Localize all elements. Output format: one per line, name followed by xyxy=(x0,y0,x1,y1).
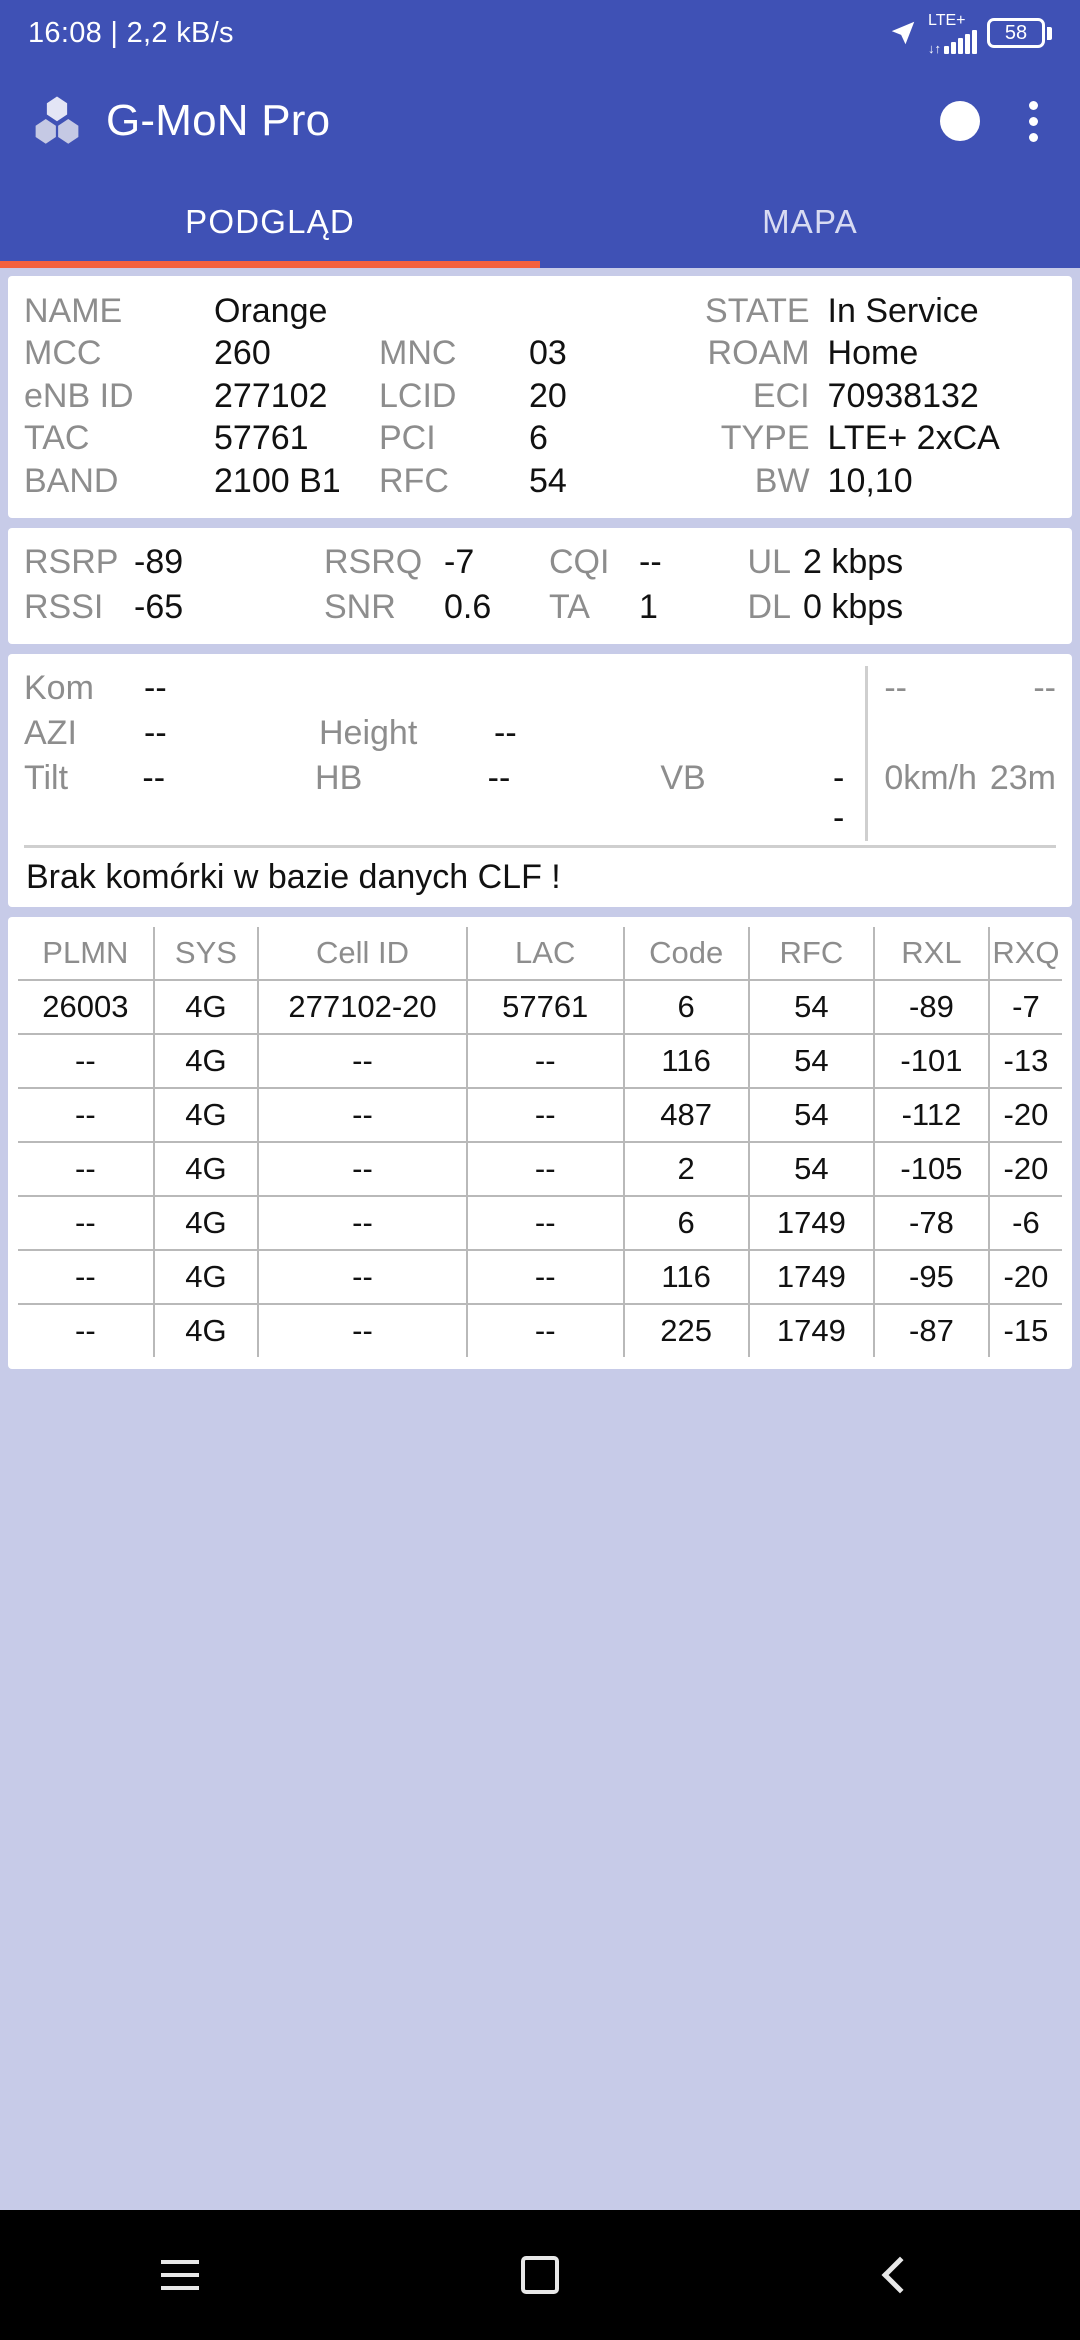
location-arrow-icon xyxy=(888,18,918,48)
table-row[interactable] xyxy=(18,1304,1062,1357)
cell-info-right-column xyxy=(623,290,1056,502)
value-pci: 6 xyxy=(529,419,548,458)
table-row[interactable] xyxy=(18,1034,1062,1088)
value-kom: -- xyxy=(144,669,167,708)
cell-rxl: -112 xyxy=(874,1088,989,1142)
cell-lac: -- xyxy=(467,1250,624,1304)
cell-rxl: -89 xyxy=(874,980,989,1034)
antenna-row-azi-height xyxy=(24,711,855,756)
recents-icon xyxy=(161,2260,199,2290)
cell-info-row-mcc-mnc xyxy=(24,332,623,374)
cell-cellid: -- xyxy=(258,1196,467,1250)
value-type: LTE+ 2xCA xyxy=(827,419,1000,458)
value-band: 2100 B1 xyxy=(214,461,341,500)
value-state: In Service xyxy=(827,292,979,330)
label-type: TYPE xyxy=(720,419,810,458)
cell-rfc: 54 xyxy=(749,980,874,1034)
signal-metrics-card xyxy=(8,528,1072,644)
cell-plmn: -- xyxy=(18,1034,154,1088)
label-cqi: CQI xyxy=(549,543,610,582)
battery-icon xyxy=(987,18,1052,48)
cell-lac: -- xyxy=(467,1142,624,1196)
value-ul: 2 kbps xyxy=(803,543,904,582)
label-azi: AZI xyxy=(24,714,77,753)
value-cqi: -- xyxy=(639,543,662,582)
gps-coordinates-row xyxy=(884,666,1056,711)
cell-code: 487 xyxy=(624,1088,749,1142)
value-tac: 57761 xyxy=(214,419,309,458)
gps-spacer-row xyxy=(884,711,1056,756)
column-header-cellid: Cell ID xyxy=(258,927,467,980)
cell-sys: 4G xyxy=(154,1196,258,1250)
status-icons xyxy=(888,13,1052,54)
cell-info-row-state xyxy=(623,290,1056,332)
cell-rxl: -101 xyxy=(874,1034,989,1088)
antenna-row-kom xyxy=(24,666,855,711)
label-rsrp: RSRP xyxy=(24,543,119,582)
battery-level-label: 58 xyxy=(987,18,1045,48)
label-pci: PCI xyxy=(379,419,436,458)
table-row[interactable] xyxy=(18,1250,1062,1304)
cell-info-row-eci xyxy=(623,375,1056,417)
label-rsrq: RSRQ xyxy=(324,543,423,582)
table-row[interactable] xyxy=(18,1142,1062,1196)
back-button[interactable] xyxy=(840,2235,960,2315)
cell-plmn: -- xyxy=(18,1304,154,1357)
cell-info-left-column xyxy=(24,290,623,502)
cell-code: 6 xyxy=(624,1196,749,1250)
cell-info-row-tac-pci xyxy=(24,417,623,459)
value-longitude: -- xyxy=(1033,669,1056,708)
status-bar xyxy=(0,0,1080,66)
cell-rxq: -13 xyxy=(989,1034,1062,1088)
value-enb-id: 277102 xyxy=(214,376,328,415)
cell-rfc: 1749 xyxy=(749,1196,874,1250)
label-state: STATE xyxy=(705,292,810,330)
column-header-rfc: RFC xyxy=(749,927,874,980)
cell-rfc: 54 xyxy=(749,1034,874,1088)
main-content xyxy=(0,268,1080,2210)
network-type-label: LTE+ xyxy=(928,11,966,29)
cell-plmn: -- xyxy=(18,1196,154,1250)
label-lcid: LCID xyxy=(379,376,457,415)
app-title: G-MoN Pro xyxy=(106,96,331,145)
value-azi: -- xyxy=(144,714,167,753)
value-lcid: 20 xyxy=(529,376,567,415)
system-navigation-bar xyxy=(0,2210,1080,2340)
neighbour-cells-table xyxy=(18,927,1062,1357)
tab-mapa[interactable]: MAPA xyxy=(762,203,858,240)
cell-rxq: -6 xyxy=(989,1196,1062,1250)
value-ta: 1 xyxy=(639,588,658,627)
cell-rxl: -87 xyxy=(874,1304,989,1357)
column-header-lac: LAC xyxy=(467,927,624,980)
cell-plmn: -- xyxy=(18,1142,154,1196)
value-roam: Home xyxy=(827,334,919,373)
table-row[interactable] xyxy=(18,1088,1062,1142)
cell-code: 116 xyxy=(624,1034,749,1088)
cell-cellid: -- xyxy=(258,1088,467,1142)
cell-info-row-bw xyxy=(623,460,1056,502)
cell-info-row-enbid-lcid xyxy=(24,375,623,417)
gps-speed-altitude-row xyxy=(884,756,1056,801)
record-button[interactable] xyxy=(940,101,980,141)
cell-lac: -- xyxy=(467,1034,624,1088)
cell-code: 2 xyxy=(624,1142,749,1196)
cell-info-row-band-rfc xyxy=(24,460,623,502)
signal-bars-icon xyxy=(944,30,977,54)
cell-sys: 4G xyxy=(154,980,258,1034)
recents-button[interactable] xyxy=(120,2235,240,2315)
label-name: NAME xyxy=(24,292,123,330)
value-vb: -- xyxy=(832,759,845,837)
value-mnc: 03 xyxy=(529,334,567,373)
cell-rxq: -20 xyxy=(989,1250,1062,1304)
cell-plmn: 26003 xyxy=(18,980,154,1034)
column-header-rxq: RXQ xyxy=(989,927,1062,980)
cell-rfc: 54 xyxy=(749,1088,874,1142)
network-signal-icon xyxy=(928,13,977,54)
cell-rxq: -20 xyxy=(989,1142,1062,1196)
signal-row-2 xyxy=(24,585,1056,630)
label-tac: TAC xyxy=(24,419,90,458)
label-ul: UL xyxy=(747,543,791,582)
tab-podglad[interactable]: PODGLĄD xyxy=(185,203,355,240)
label-enb-id: eNB ID xyxy=(24,376,134,415)
cell-cellid: 277102-20 xyxy=(258,980,467,1034)
cell-info-card xyxy=(8,276,1072,518)
value-rfc: 54 xyxy=(529,461,567,500)
cell-rfc: 54 xyxy=(749,1142,874,1196)
column-header-code: Code xyxy=(624,927,749,980)
label-tilt: Tilt xyxy=(24,759,69,798)
cell-sys: 4G xyxy=(154,1034,258,1088)
label-hb: HB xyxy=(315,759,363,798)
value-hb: -- xyxy=(487,759,511,798)
column-header-rxl: RXL xyxy=(874,927,989,980)
home-button[interactable] xyxy=(480,2235,600,2315)
value-latitude: -- xyxy=(884,669,907,708)
value-rsrp: -89 xyxy=(134,543,184,582)
data-arrows-icon: ↓↑ xyxy=(928,40,941,56)
column-header-plmn: PLMN xyxy=(18,927,154,980)
label-height: Height xyxy=(319,714,418,753)
label-rssi: RSSI xyxy=(24,588,104,627)
cell-sys: 4G xyxy=(154,1304,258,1357)
tab-bar xyxy=(0,176,1080,268)
antenna-row-tilt-hb-vb xyxy=(24,756,855,840)
cell-plmn: -- xyxy=(18,1250,154,1304)
table-row[interactable] xyxy=(18,980,1062,1034)
table-row[interactable] xyxy=(18,1196,1062,1250)
cell-rxl: -105 xyxy=(874,1142,989,1196)
value-tilt: -- xyxy=(142,759,166,798)
cell-rfc: 1749 xyxy=(749,1304,874,1357)
status-time-datarate: 16:08 | 2,2 kB/s xyxy=(28,16,234,49)
cell-sys: 4G xyxy=(154,1088,258,1142)
cell-rxl: -78 xyxy=(874,1196,989,1250)
cell-rxl: -95 xyxy=(874,1250,989,1304)
home-icon xyxy=(521,2256,559,2294)
cell-sys: 4G xyxy=(154,1142,258,1196)
cell-info-row-roam xyxy=(623,332,1056,374)
app-bar xyxy=(0,66,1080,176)
label-dl: DL xyxy=(747,588,791,627)
cell-cellid: -- xyxy=(258,1142,467,1196)
cell-code: 225 xyxy=(624,1304,749,1357)
cell-lac: -- xyxy=(467,1088,624,1142)
value-rsrq: -7 xyxy=(444,543,475,582)
label-eci: ECI xyxy=(752,376,810,415)
label-bw: BW xyxy=(754,461,810,500)
value-name: Orange xyxy=(214,292,328,330)
cell-code: 116 xyxy=(624,1250,749,1304)
gps-info-column xyxy=(868,666,1056,840)
cell-cellid: -- xyxy=(258,1034,467,1088)
label-mcc: MCC xyxy=(24,334,102,373)
cell-rxq: -20 xyxy=(989,1088,1062,1142)
label-mnc: MNC xyxy=(379,334,457,373)
neighbour-cells-card xyxy=(8,917,1072,1369)
tab-indicator xyxy=(0,261,540,268)
label-rfc: RFC xyxy=(379,461,449,500)
column-header-sys: SYS xyxy=(154,927,258,980)
antenna-left-column xyxy=(24,666,868,840)
value-height: -- xyxy=(494,714,517,753)
label-snr: SNR xyxy=(324,588,396,627)
cell-rxq: -15 xyxy=(989,1304,1062,1357)
back-icon xyxy=(882,2257,919,2294)
value-snr: 0.6 xyxy=(444,588,492,627)
value-bw: 10,10 xyxy=(827,461,913,500)
value-speed: 0km/h xyxy=(884,759,977,798)
antenna-info-card xyxy=(8,654,1072,906)
cell-code: 6 xyxy=(624,980,749,1034)
label-ta: TA xyxy=(549,588,590,627)
cell-plmn: -- xyxy=(18,1088,154,1142)
cell-sys: 4G xyxy=(154,1250,258,1304)
label-vb: VB xyxy=(660,759,706,798)
value-altitude: 23m xyxy=(989,759,1056,798)
clf-status-message: Brak komórki w bazie danych CLF ! xyxy=(26,857,561,896)
value-eci: 70938132 xyxy=(827,376,979,415)
label-roam: ROAM xyxy=(707,334,810,373)
label-band: BAND xyxy=(24,461,119,500)
table-header-row xyxy=(18,927,1062,980)
cell-lac: -- xyxy=(467,1304,624,1357)
cell-lac: 57761 xyxy=(467,980,624,1034)
cell-info-row-type xyxy=(623,417,1056,459)
label-kom: Kom xyxy=(24,669,94,708)
value-mcc: 260 xyxy=(214,334,271,373)
cell-rfc: 1749 xyxy=(749,1250,874,1304)
more-options-icon[interactable] xyxy=(1026,101,1040,142)
cell-lac: -- xyxy=(467,1196,624,1250)
cell-cellid: -- xyxy=(258,1250,467,1304)
signal-row-1 xyxy=(24,540,1056,585)
app-logo-icon xyxy=(30,92,84,151)
value-rssi: -65 xyxy=(134,588,184,627)
cell-cellid: -- xyxy=(258,1304,467,1357)
cell-info-row-name xyxy=(24,290,623,332)
cell-rxq: -7 xyxy=(989,980,1062,1034)
value-dl: 0 kbps xyxy=(803,588,904,627)
